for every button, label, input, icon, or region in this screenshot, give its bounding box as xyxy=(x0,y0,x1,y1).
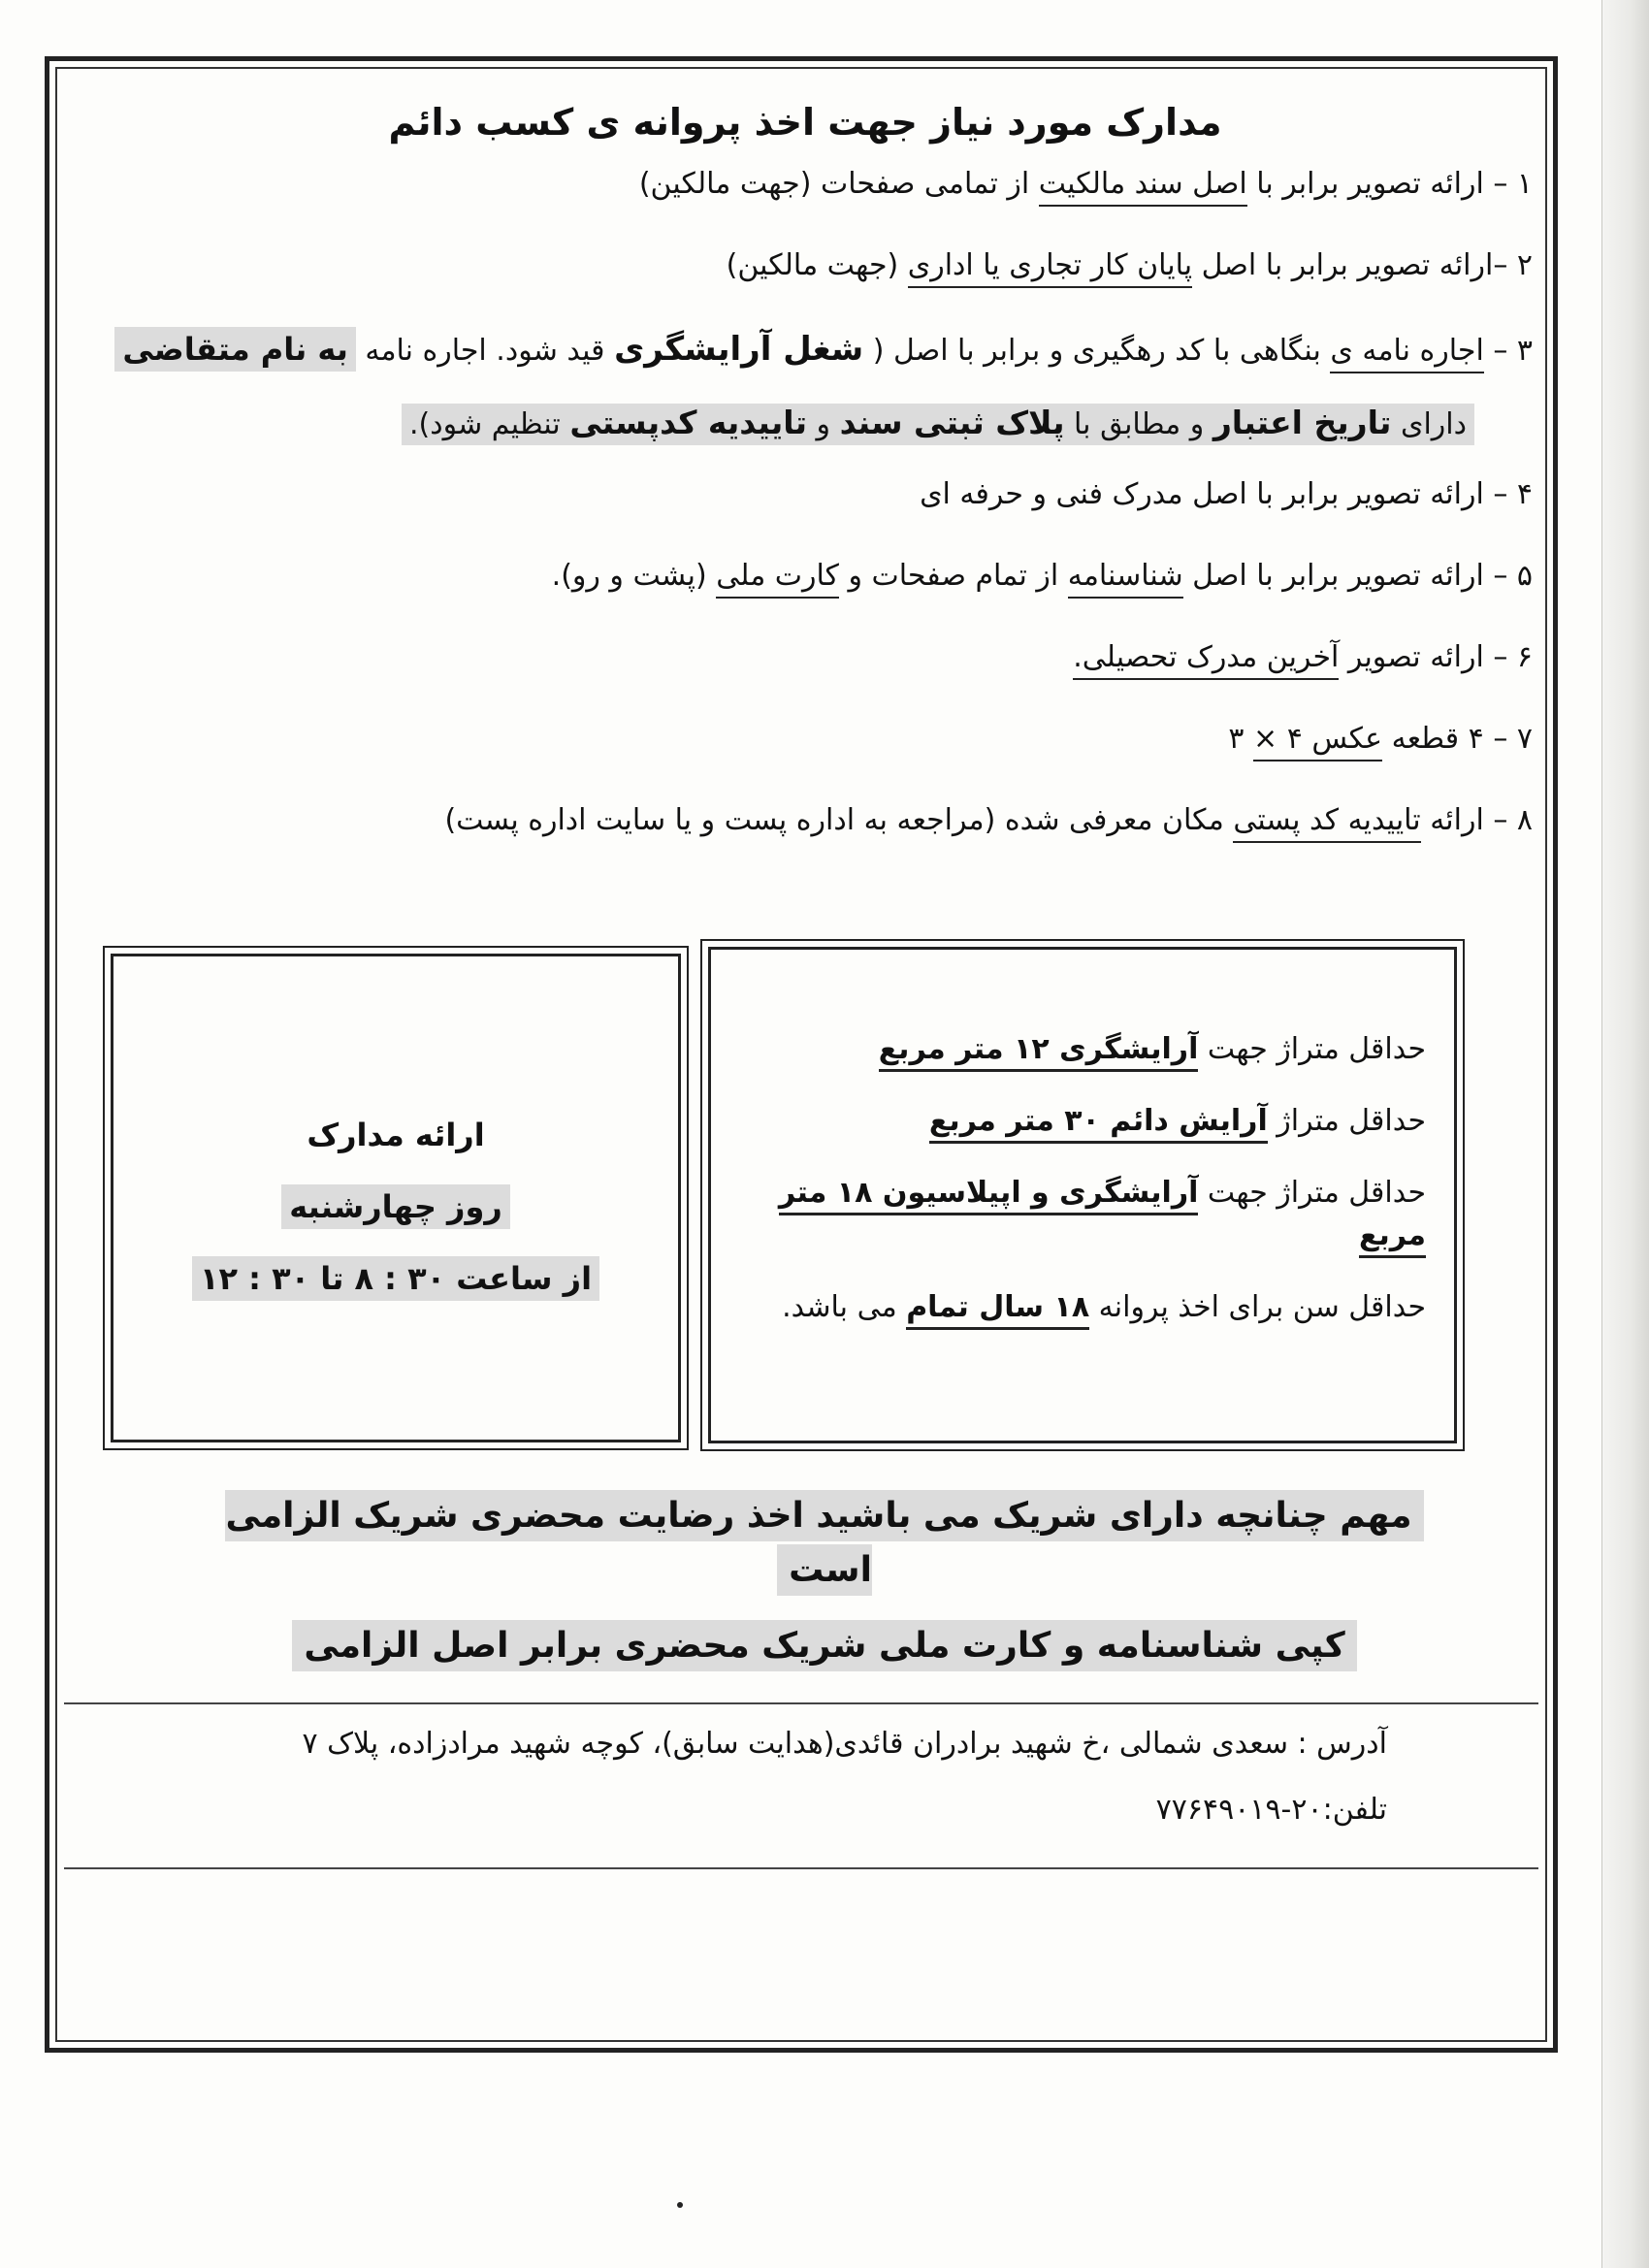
list-item: ۳ – اجاره نامه ی بنگاهی با کد رهگیری و برابر با اصل ( شغل آرایشگری قید شود. اجاره نامه به نام متقاضی دارای تاریخ اعتبار و مطابق با پلاک ثبتی سند و تاییدیه کدپستی تنظیم شود). xyxy=(78,328,1533,446)
divider-top xyxy=(64,1702,1538,1704)
divider-bottom xyxy=(64,1867,1538,1869)
page-title: مدارک مورد نیاز جهت اخذ پروانه ی کسب دائم xyxy=(388,101,1222,144)
list-item: ۷ – ۴ قطعه عکس ۴ × ۳ xyxy=(78,720,1533,759)
list-item: ۵ – ارائه تصویر برابر با اصل شناسنامه از تمام صفحات و کارت ملی (پشت و رو). xyxy=(78,557,1533,596)
area-requirements-text: حداقل متراژ جهت آرایشگری ۱۲ متر مربع حداقل متراژ آرایش دائم ۳۰ متر مربع حداقل متراژ جهت آرایشگری و اپیلاسیون ۱۸ متر مربع حداقل سن برای اخذ پروانه ۱۸ سال تمام می باشد. xyxy=(747,1028,1426,1358)
list-item: ۲ –ارائه تصویر برابر با اصل پایان کار تجاری یا اداری (جهت مالکین) xyxy=(78,246,1533,285)
list-item: ۱ – ارائه تصویر برابر با اصل سند مالکیت از تمامی صفحات (جهت مالکین) xyxy=(78,165,1533,204)
list-item: ۴ – ارائه تصویر برابر با اصل مدرک فنی و حرفه ای xyxy=(920,477,1533,511)
scan-speck xyxy=(677,2202,683,2208)
scanned-page-edge xyxy=(1601,0,1649,2268)
list-item: ۸ – ارائه تاییدیه کد پستی مکان معرفی شده (مراجعه به اداره پست و یا سایت اداره پست) xyxy=(78,801,1533,840)
address-block: آدرس : سعدی شمالی ،خ شهید برادران قائدی(هدایت سابق)، کوچه شهید مرادزاده، پلاک ۷ تلفن:۲۰-۷۷۶۴۹۰۱۹ xyxy=(302,1727,1387,1827)
list-item: ۶ – ارائه تصویر آخرین مدرک تحصیلی. xyxy=(78,638,1533,677)
schedule-text: ارائه مدارک روز چهارشنبه از ساعت ۳۰ : ۸ تا ۳۰ : ۱۲ xyxy=(126,1114,665,1329)
requirements-list xyxy=(78,165,1533,883)
important-note: مهم چنانچه دارای شریک می باشید اخذ رضایت محضری شریک الزامی است کپی شناسنامه و کارت ملی شریک محضری برابر اصل الزامی xyxy=(194,1489,1455,1695)
